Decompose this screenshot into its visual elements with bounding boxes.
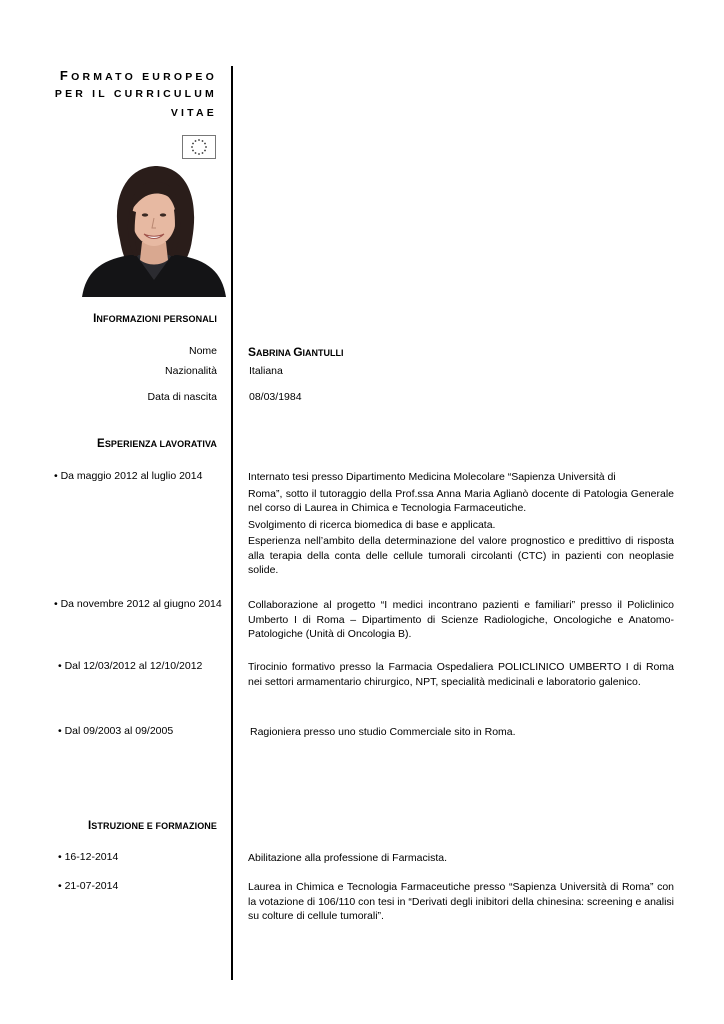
name-label: Nome (188, 345, 217, 357)
birth-date-label: Data di nascita (147, 391, 217, 403)
education-entry-date: • 21-07-2014 (58, 880, 119, 892)
heading-initial: I (88, 820, 92, 832)
paragraph: Laurea in Chimica e Tecnologia Farmaceutiche presso “Sapienza Università di Roma” con la votazione di 106/110 con tesi in “Derivati degli inibitori della chinesina: screening e analisi su colture di cellule tumorali”. (248, 881, 674, 922)
nationality-value: Italiana (249, 365, 283, 377)
title-initial: F (59, 68, 72, 83)
heading-rest: SPERIENZA LAVORATIVA (104, 439, 217, 449)
paragraph: Abilitazione alla professione di Farmacista. (248, 852, 448, 864)
paragraph: Esperienza nell’ambito della determinazione del valore prognostico e predittivo di risposta alla terapia della conta delle cellule tumorali circolanti (CTC) in pazienti con neoplasie solide. (248, 535, 674, 576)
education-entry-date: • 16-12-2014 (58, 851, 119, 863)
paragraph: Internato tesi presso Dipartimento Medicina Molecolare “Sapienza Università di (248, 471, 616, 483)
section-heading-personal (93, 313, 217, 325)
heading-initial: I (93, 313, 97, 325)
paragraph: Ragioniera presso uno studio Commerciale sito in Roma. (250, 726, 516, 738)
full-name (248, 345, 344, 359)
paragraph: Collaborazione al progetto “I medici incontrano pazienti e familiari” presso il Policlinico Umberto I di Roma – Dipartimento di Scienze Radiologiche, Oncologiche e Anatomo-Patologiche (Unità di Oncologia B). (248, 599, 674, 640)
name-initial: S (248, 345, 257, 359)
cv-title-line-2: PER IL CURRICULUM (54, 88, 217, 100)
education-entry-description (248, 880, 674, 924)
heading-rest: NFORMAZIONI PERSONALI (96, 314, 217, 324)
profile-photo (80, 160, 228, 297)
name-rest: ABRINA (256, 348, 291, 358)
birth-date-value: 08/03/1984 (249, 391, 302, 403)
paragraph: Svolgimento di ricerca biomedica di base e applicata. (248, 518, 496, 531)
heading-rest: STRUZIONE E FORMAZIONE (91, 821, 217, 831)
heading-initial: E (97, 438, 105, 450)
section-heading-work (97, 438, 217, 450)
nationality-label: Nazionalità (165, 365, 217, 377)
surname-rest: IANTULLI (302, 348, 344, 358)
work-entry-description (248, 660, 674, 689)
paragraph: Roma”, sotto il tutoraggio della Prof.ssa Anna Maria Aglianò docente di Patologia Generale nel corso di Laurea in Chimica e Tecnologia Farmaceutiche. (248, 487, 674, 514)
work-entry-description (248, 598, 674, 642)
education-entry-description (248, 851, 674, 866)
cv-title-line-3: VITAE (170, 107, 217, 119)
work-entry-description (250, 725, 676, 740)
cv-title-line-1 (60, 66, 217, 87)
section-heading-education (88, 820, 217, 832)
work-entry-date: • Da novembre 2012 al giugno 2014 (54, 598, 222, 610)
title-rest: ORMATO EUROPEO (71, 71, 217, 83)
work-entry-description (248, 470, 674, 578)
work-entry-date: • Dal 09/2003 al 09/2005 (58, 725, 174, 737)
eu-flag-icon (182, 135, 216, 159)
surname-initial: G (293, 345, 303, 359)
column-divider (231, 66, 233, 980)
paragraph: Tirocinio formativo presso la Farmacia Ospedaliera POLICLINICO UMBERTO I di Roma nei settori armamentario chirurgico, NPT, specialità medicinali e laboratorio galenico. (248, 661, 674, 688)
work-entry-date: • Da maggio 2012 al luglio 2014 (54, 470, 203, 482)
work-entry-date: • Dal 12/03/2012 al 12/10/2012 (58, 660, 203, 672)
